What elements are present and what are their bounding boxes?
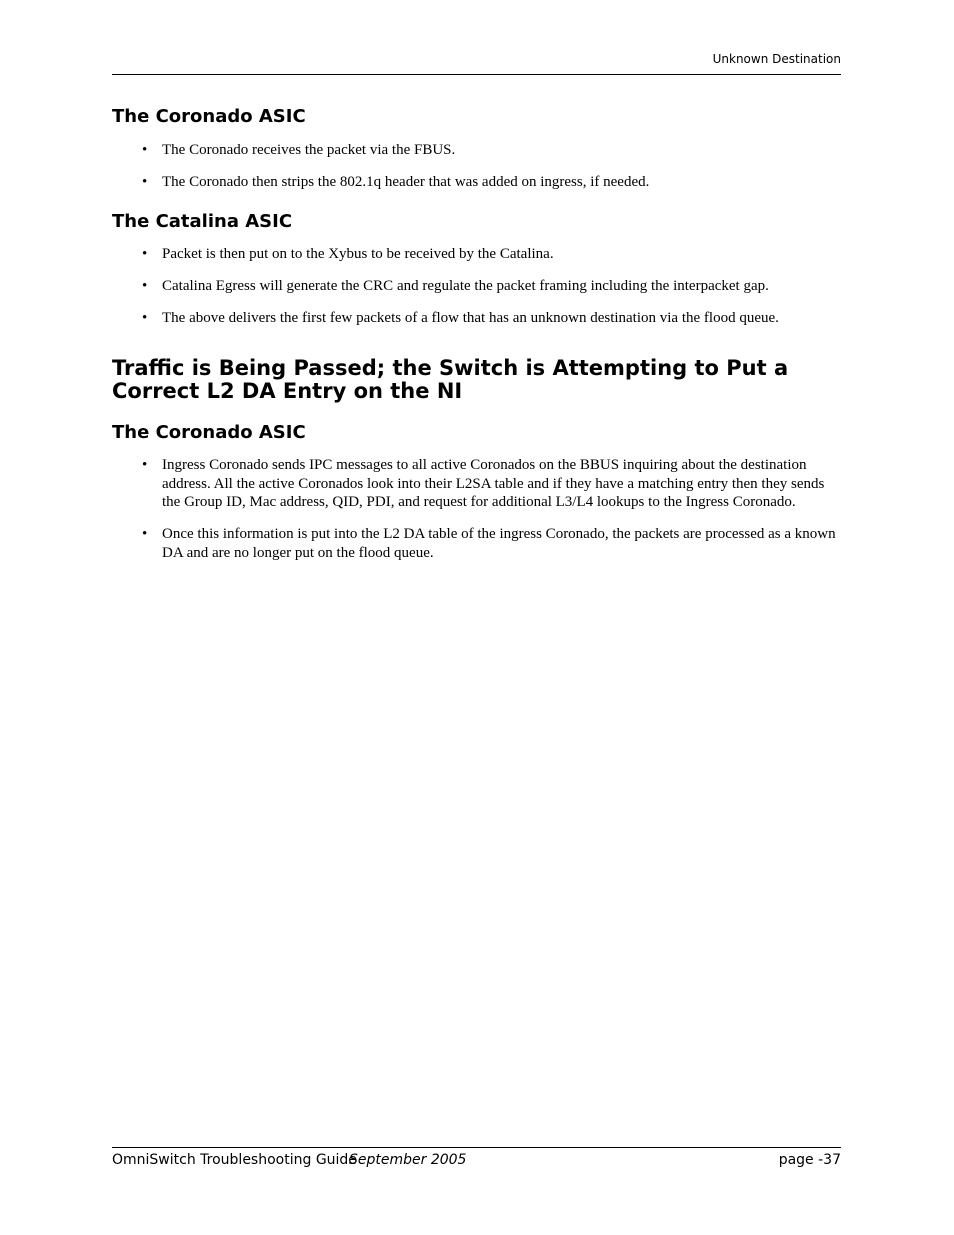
section-heading-coronado-asic-2: The Coronado ASIC bbox=[112, 422, 306, 443]
footer-guide-title: OmniSwitch Troubleshooting Guide bbox=[112, 1152, 357, 1168]
coronado-asic-bullet-list bbox=[112, 141, 841, 192]
list-item-text: The above delivers the first few packets of a flow that has an unknown destination via the flood queue. bbox=[162, 310, 779, 326]
bullet-glyph: • bbox=[142, 174, 148, 190]
list-item bbox=[112, 245, 841, 264]
list-item-text: Catalina Egress will generate the CRC and regulate the packet framing including the interpacket gap. bbox=[162, 278, 769, 294]
coronado-asic-bullet-list-2 bbox=[112, 456, 841, 562]
bullet-glyph: • bbox=[142, 246, 148, 262]
running-header: Unknown Destination bbox=[712, 52, 841, 66]
section-heading-coronado-asic: The Coronado ASIC bbox=[112, 106, 306, 127]
catalina-asic-bullet-list bbox=[112, 245, 841, 328]
list-item bbox=[112, 173, 841, 192]
list-item-text: Packet is then put on to the Xybus to be received by the Catalina. bbox=[162, 246, 554, 262]
list-item bbox=[112, 141, 841, 160]
bullet-glyph: • bbox=[142, 142, 148, 158]
list-item bbox=[112, 309, 841, 328]
list-item-text: The Coronado receives the packet via the FBUS. bbox=[162, 142, 456, 158]
list-item bbox=[112, 525, 841, 562]
chapter-title: Traffic is Being Passed; the Switch is Attempting to Put a Correct L2 DA Entry on the NI bbox=[112, 356, 789, 403]
list-item bbox=[112, 456, 841, 512]
footer-page-number: page -37 bbox=[778, 1152, 841, 1168]
bullet-glyph: • bbox=[142, 526, 148, 542]
section-heading-catalina-asic: The Catalina ASIC bbox=[112, 211, 293, 232]
list-item bbox=[112, 277, 841, 296]
header-rule bbox=[112, 74, 841, 75]
footer-date: September 2005 bbox=[349, 1152, 467, 1168]
footer-rule bbox=[112, 1147, 841, 1148]
bullet-glyph: • bbox=[142, 278, 148, 294]
bullet-glyph: • bbox=[142, 310, 148, 326]
list-item-text: Ingress Coronado sends IPC messages to all active Coronados on the BBUS inquiring about the destination address. All the active Coronados look into their L2SA table and if they have a matching entry then they sends the Group ID, Mac address, QID, PDI, and request for additional L3/L4 lookups to the Ingress Coronado. bbox=[162, 457, 825, 510]
bullet-glyph: • bbox=[142, 457, 148, 473]
list-item-text: Once this information is put into the L2 DA table of the ingress Coronado, the packets are processed as a known DA and are no longer put on the flood queue. bbox=[162, 526, 836, 561]
list-item-text: The Coronado then strips the 802.1q header that was added on ingress, if needed. bbox=[162, 174, 650, 190]
